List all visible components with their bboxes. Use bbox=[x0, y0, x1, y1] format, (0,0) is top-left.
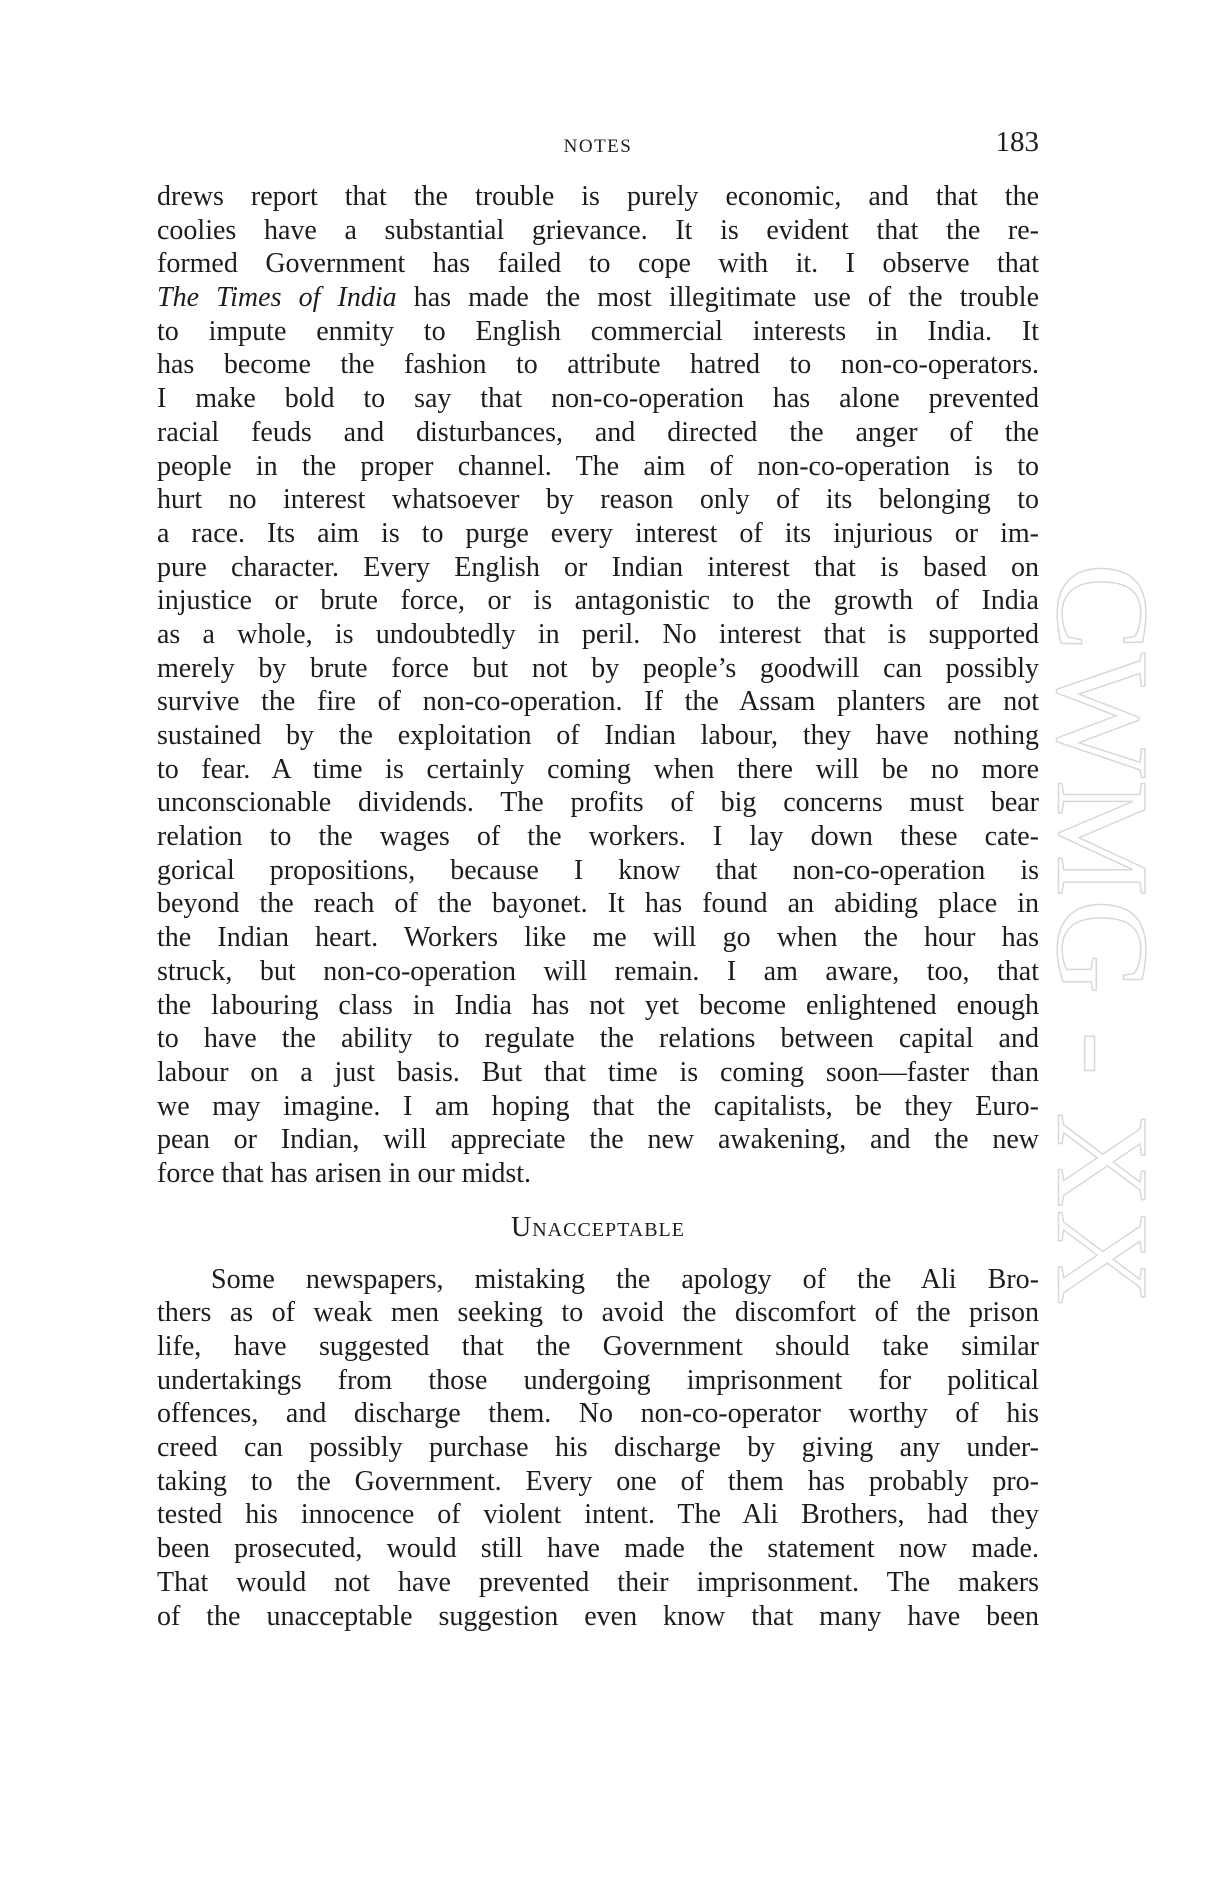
text-line: of the unacceptable suggestion even know that many have been bbox=[157, 1600, 1039, 1632]
text-line: has become the fashion to attribute hatred to non-co-operators. bbox=[157, 349, 1039, 381]
text-line bbox=[157, 281, 1039, 315]
text-line: injustice or brute force, or is antagonistic to the growth of India bbox=[157, 585, 1039, 617]
text-line: to fear. A time is certainly coming when there will be no more bbox=[157, 753, 1039, 785]
text-line: the Indian heart. Workers like me will go when the hour has bbox=[157, 922, 1039, 954]
text-line: hurt no interest whatsoever by reason only of its belonging to bbox=[157, 484, 1039, 516]
text-line-rest: has made the most illegitimate use of the trouble bbox=[396, 282, 1040, 314]
text-line: That would not have prevented their imprisonment. The makers bbox=[157, 1566, 1039, 1598]
section-heading: Unacceptable bbox=[511, 1211, 685, 1243]
text-line: force that has arisen in our midst. bbox=[157, 1157, 532, 1189]
text-line: taking to the Government. Every one of them has probably pro- bbox=[157, 1465, 1039, 1497]
text-line: labour on a just basis. But that time is coming soon—faster than bbox=[157, 1056, 1039, 1088]
text-line: tested his innocence of violent intent. The Ali Brothers, had they bbox=[157, 1499, 1039, 1531]
text-line: relation to the wages of the workers. I lay down these cate- bbox=[157, 821, 1039, 853]
page-number: 183 bbox=[995, 126, 1039, 158]
italic-title: The Times of India bbox=[157, 282, 397, 314]
text-line: people in the proper channel. The aim of non-co-operation is to bbox=[157, 450, 1039, 482]
text-line: Some newspapers, mistaking the apology of the Ali Bro- bbox=[211, 1263, 1039, 1295]
text-line: creed can possibly purchase his discharge by giving any under- bbox=[157, 1432, 1039, 1464]
text-line: offences, and discharge them. No non-co-operator worthy of his bbox=[157, 1398, 1039, 1430]
text-line: coolies have a substantial grievance. It is evident that the re- bbox=[157, 214, 1039, 246]
text-line: life, have suggested that the Government should take similar bbox=[157, 1331, 1039, 1362]
text-line: struck, but non-co-operation will remain. I am aware, too, that bbox=[157, 955, 1039, 987]
body-text bbox=[157, 180, 1039, 1633]
text-line: pean or Indian, will appreciate the new awakening, and the new bbox=[157, 1124, 1039, 1156]
text-line: beyond the reach of the bayonet. It has found an abiding place in bbox=[157, 888, 1039, 920]
text-line: sustained by the exploitation of Indian labour, they have nothing bbox=[157, 720, 1039, 751]
text-line: survive the fire of non-co-operation. If the Assam planters are not bbox=[157, 686, 1039, 718]
running-title: NOTES bbox=[563, 136, 633, 157]
watermark-text: CWMG - XX bbox=[1029, 563, 1177, 1307]
text-line: drews report that the trouble is purely economic, and that the bbox=[157, 181, 1039, 212]
running-head bbox=[157, 126, 1039, 166]
text-line: we may imagine. I am hoping that the capitalists, be they Euro- bbox=[157, 1090, 1039, 1122]
text-line: as a whole, is undoubtedly in peril. No interest that is supported bbox=[157, 618, 1039, 650]
text-line: thers as of weak men seeking to avoid the discomfort of the prison bbox=[157, 1297, 1039, 1329]
text-line: pure character. Every English or Indian interest that is based on bbox=[157, 551, 1039, 583]
paragraph-1 bbox=[157, 180, 1039, 1191]
text-line: been prosecuted, would still have made the statement now made. bbox=[157, 1533, 1039, 1565]
text-line: formed Government has failed to cope with it. I observe that bbox=[157, 248, 1039, 280]
text-line: to have the ability to regulate the relations between capital and bbox=[157, 1023, 1039, 1055]
text-line: unconscionable dividends. The profits of big concerns must bear bbox=[157, 787, 1039, 819]
text-line: undertakings from those undergoing imprisonment for political bbox=[157, 1364, 1039, 1396]
text-line: a race. Its aim is to purge every interest of its injurious or im- bbox=[157, 517, 1039, 549]
text-line: the labouring class in India has not yet become enlightened enough bbox=[157, 989, 1039, 1021]
watermark bbox=[1029, 525, 1177, 1345]
paragraph-2 bbox=[157, 1263, 1039, 1634]
text-line: gorical propositions, because I know that non-co-operation is bbox=[157, 854, 1039, 886]
text-line: I make bold to say that non-co-operation has alone prevented bbox=[157, 383, 1039, 415]
text-line: racial feuds and disturbances, and directed the anger of the bbox=[157, 416, 1039, 448]
text-line: merely by brute force but not by people’s goodwill can possibly bbox=[157, 652, 1039, 684]
text-line: to impute enmity to English commercial interests in India. It bbox=[157, 315, 1039, 347]
